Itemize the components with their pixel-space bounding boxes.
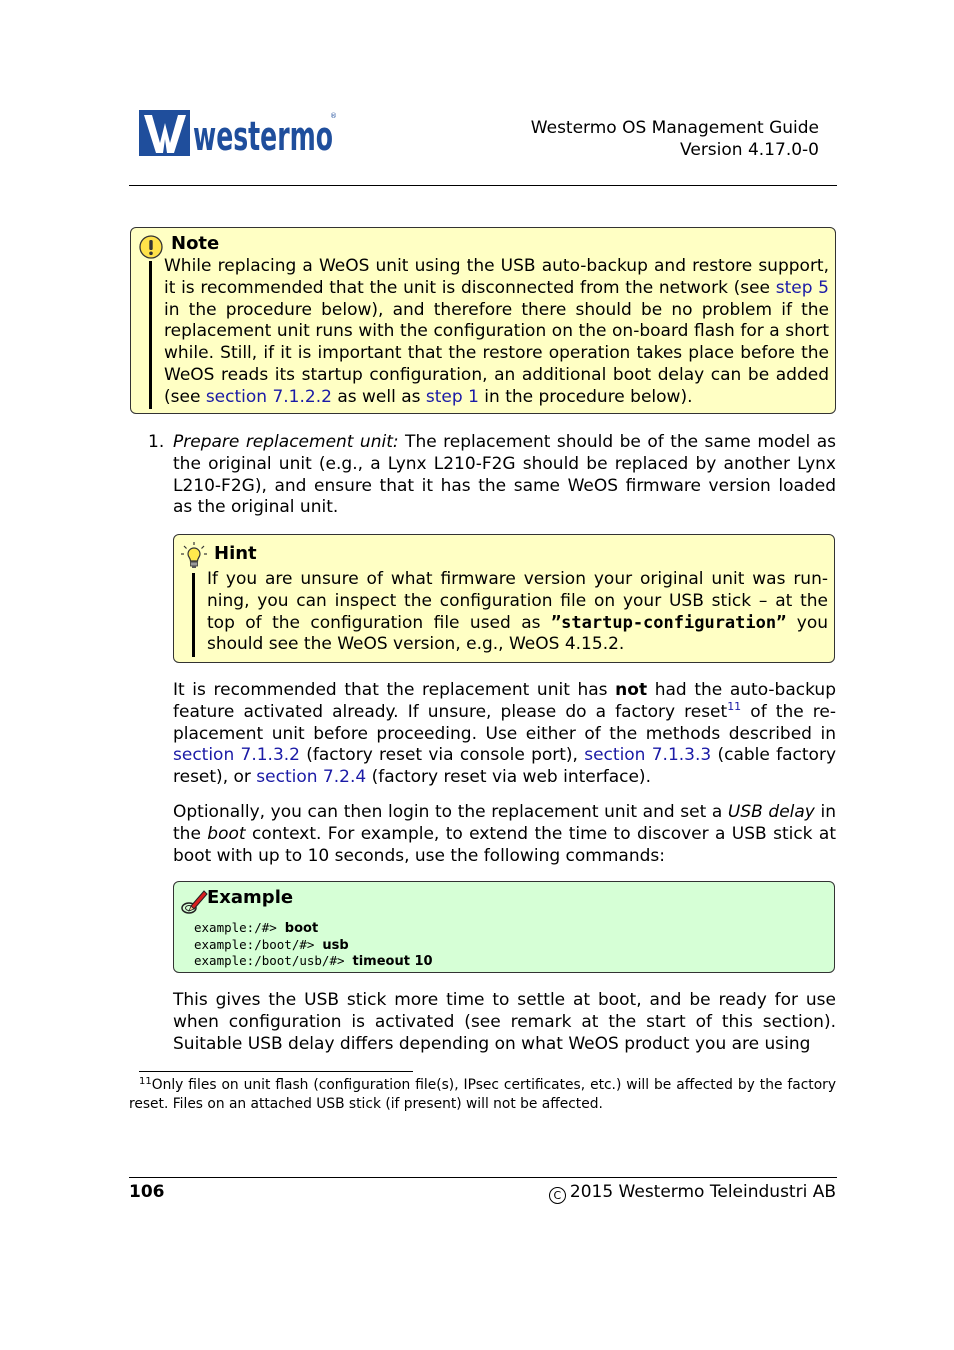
code-prompt: example:/boot/#> [194, 936, 315, 952]
hint-code: ”startup-configuration” [550, 612, 787, 633]
paragraph-text: had the auto-backup feature activated already. If unsure, please do a factory reset [173, 680, 837, 722]
header-rule [129, 185, 837, 186]
footnote [129, 1073, 836, 1113]
note-title: Note [171, 233, 220, 254]
paragraph-text: context. For example, to extend the time to discover a USB stick at boot with up to 10 seconds, use the following commands: [173, 823, 836, 866]
link-section-7-1-3-3[interactable]: section 7.1.3.3 [584, 745, 712, 766]
paragraph-text: (cable factory reset), or [173, 745, 837, 788]
emphasis-not: not [615, 680, 648, 700]
code-prompt: example:/boot/usb/#> [194, 953, 345, 968]
hint-bar [192, 573, 195, 657]
paragraph-text: Optionally, you can then login to the replacement unit and set a [173, 802, 728, 822]
header-text [531, 117, 819, 161]
hint-body [207, 569, 828, 656]
code-command: usb [322, 937, 349, 953]
emphasis-boot: boot [207, 823, 246, 844]
example-pencil-icon [180, 888, 208, 923]
page-number: 106 [129, 1182, 165, 1202]
footnote-ref[interactable]: 11 [727, 699, 742, 713]
footnote-rule [139, 1071, 413, 1072]
paragraph-text: (factory reset via console port), [299, 745, 585, 766]
link-step-5[interactable]: step 5 [775, 277, 829, 298]
note-body [164, 256, 829, 409]
code-command: timeout 10 [352, 954, 433, 969]
westermo-logo [139, 109, 339, 157]
hint-text: If you are unsure of what firmware version your original unit was run-ning, you can inspect the configuration file on your USB stick – at the top of the configuration file used as [207, 569, 828, 633]
code-command: boot [284, 921, 319, 936]
optional-paragraph [173, 802, 836, 867]
code-line [194, 937, 433, 954]
copyright-icon: C [549, 1187, 566, 1204]
step-number: 1. [148, 432, 165, 452]
code-prompt: example:/#> [194, 920, 277, 935]
link-section-7-1-2-2[interactable]: section 7.1.2.2 [205, 386, 332, 407]
note-text: in the procedure below), and therefore there should be no problem if the replacement unit runs with the configuration on the on-board flash for a short while. Still, if it is important that the restore operation takes place before the WeOS reads its startup configuration, an additional boot delay can be added (see [164, 299, 829, 407]
link-section-7-2-4[interactable]: section 7.2.4 [256, 767, 367, 788]
guide-title: Westermo OS Management Guide [530, 118, 819, 138]
example-code [194, 920, 433, 970]
emphasis-usb-delay: USB delay [727, 802, 815, 822]
paragraph-text: (factory reset via web interface). [366, 767, 651, 788]
gives-paragraph: This gives the USB stick more time to settle at boot, and be ready for use when configuration is activated (see remark at the start of this section). Suitable USB delay differs depending on what WeOS product you are using [173, 990, 836, 1054]
note-text: as well as [331, 386, 426, 407]
footnote-number: 11 [139, 1076, 152, 1087]
example-box [173, 881, 835, 973]
code-line [194, 920, 433, 937]
guide-version: Version 4.17.0-0 [680, 140, 819, 160]
lightbulb-icon [181, 542, 207, 577]
note-box [130, 227, 836, 414]
note-text: in the procedure below). [478, 386, 693, 407]
svg-text:westermo: westermo [193, 114, 333, 157]
copyright-text: 2015 Westermo Teleindustri AB [569, 1182, 836, 1202]
step-label: Prepare replacement unit: [173, 432, 399, 452]
note-text: While replacing a WeOS unit using the USB auto-backup and restore support, it is recommended that the unit is disconnected from the network (see [164, 256, 829, 298]
hint-text: you should see the WeOS version, e.g., WeOS 4.15.2. [207, 612, 829, 655]
code-line [194, 953, 433, 970]
note-bar [149, 261, 152, 409]
paragraph-text: It is recommended that the replacement unit has [173, 680, 616, 700]
example-title: Example [207, 887, 294, 908]
step-body: The replacement should be of the same model as the original unit (e.g., a Lynx L210-F2G should be replaced by another Lynx L210-F2G), and ensure that it has the same WeOS firmware version loaded as the original unit. [173, 432, 836, 518]
link-section-7-1-3-2[interactable]: section 7.1.3.2 [173, 745, 300, 766]
paragraph-text: of the re-placement unit before proceeding. Use either of the methods described in [173, 701, 836, 744]
hint-box [173, 534, 835, 663]
link-step-1[interactable]: step 1 [425, 386, 479, 407]
footer-rule [129, 1177, 837, 1178]
paragraph-text: in the [173, 802, 836, 844]
footnote-text: Only files on unit flash (configuration file(s), IPsec certificates, etc.) will be affected by the factory reset. Files on an attached USB stick (if present) will not be affected. [129, 1077, 836, 1112]
recommend-paragraph [173, 680, 836, 789]
step-1-text [173, 432, 836, 519]
copyright [549, 1182, 836, 1204]
hint-title: Hint [214, 543, 257, 564]
svg-text:®: ® [330, 112, 337, 120]
